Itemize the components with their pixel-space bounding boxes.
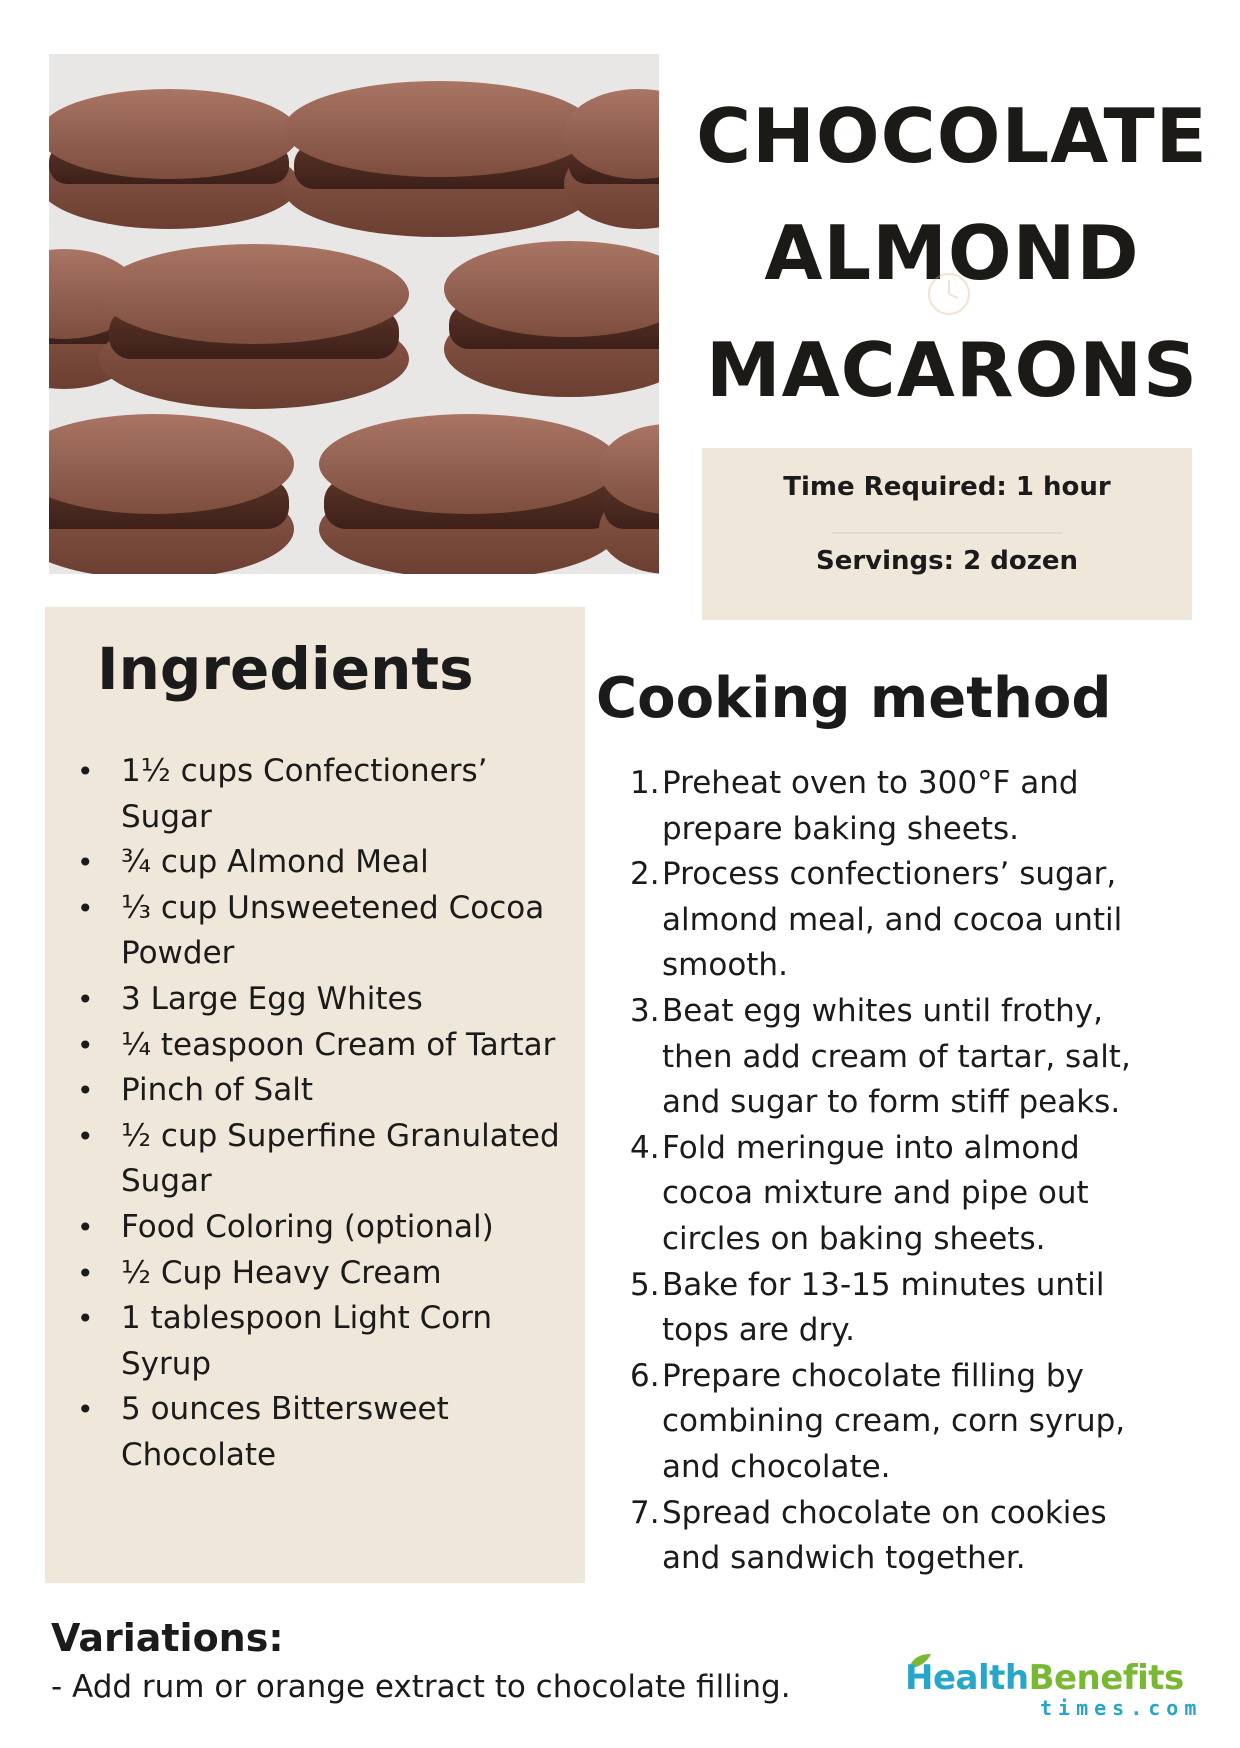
logo-subtext: times.com [1040,1696,1203,1720]
clock-icon [925,270,973,318]
method-step [620,1126,1220,1263]
bullet-icon: • [77,755,94,788]
step-text: Process confectioners’ sugar, almond meal, and cocoa until smooth. [662,856,1123,984]
ingredient-text: ½ cup Superfine Granulated Sugar [121,1117,560,1200]
bullet-icon: • [77,1393,94,1427]
bullet-icon: • [77,982,94,1016]
servings: Servings: 2 dozen [816,546,1078,576]
ingredient-item [45,840,585,886]
ingredient-item [45,1296,585,1387]
bullet-icon: • [77,1028,94,1062]
bullet-icon: • [77,1074,94,1108]
step-number: 2. [630,856,660,893]
bullet-icon: • [77,1119,94,1153]
logo-benefits-text: Benefits [1028,1658,1184,1698]
step-number: 3. [630,992,660,1029]
macaron [319,414,619,574]
ingredients-list [45,749,585,1479]
ingredient-text: 1 tablespoon Light Corn Syrup [121,1300,493,1382]
divider [832,532,1062,534]
method-heading: Cooking method [596,666,1112,731]
macaron [564,89,659,229]
ingredient-item [45,1023,585,1069]
ingredient-item [45,1068,585,1114]
ingredient-item [45,886,585,977]
macaron [49,414,294,574]
macaron [284,81,594,237]
step-text: Spread chocolate on cookies and sandwich together. [662,1494,1107,1577]
macarons-photo [49,54,659,574]
healthbenefits-logo [905,1658,1205,1728]
ingredient-text: 3 Large Egg Whites [121,980,423,1017]
ingredient-text: Food Coloring (optional) [121,1208,494,1245]
macaron [49,89,299,229]
title-line: CHOCOLATE [696,92,1208,180]
step-number: 5. [630,1266,660,1303]
step-text: Beat egg whites until frothy, then add cream of tartar, salt, and sugar to form stiff peaks. [662,992,1131,1121]
logo-wordmark [905,1658,1184,1698]
method-step [620,1491,1220,1582]
title-line: ALMOND [764,209,1140,297]
step-number: 7. [630,1494,660,1531]
macaron [99,244,409,409]
recipe-title [682,78,1222,429]
bullet-icon: • [77,891,94,925]
ingredient-text: Pinch of Salt [121,1072,313,1109]
macarons-illustration [49,54,659,574]
ingredient-item [45,1251,585,1297]
title-line: MACARONS [705,326,1199,414]
step-number: 1. [630,765,660,801]
method-step [620,1354,1220,1491]
ingredient-item [45,1114,585,1205]
ingredient-text: ¾ cup Almond Meal [121,844,429,881]
step-text: Fold meringue into almond cocoa mixture and pipe out circles on baking sheets. [662,1129,1089,1257]
ingredient-text: 1½ cups Confectioners’ Sugar [121,753,488,835]
step-text: Prepare chocolate filling by combining cream, corn syrup, and chocolate. [662,1357,1126,1485]
time-required: Time Required: 1 hour [783,472,1111,502]
ingredient-text: ⅓ cup Unsweetened Cocoa Powder [121,889,545,972]
recipe-info-box [702,448,1192,620]
step-number: 4. [630,1129,660,1166]
ingredient-text: 5 ounces Bittersweet Chocolate [121,1391,449,1473]
ingredient-item [45,749,585,840]
method-step [620,1263,1220,1354]
method-steps-list [620,761,1220,1582]
method-step [620,761,1220,852]
ingredient-text: ¼ teaspoon Cream of Tartar [121,1026,556,1063]
bullet-icon: • [77,1256,94,1290]
step-text: Bake for 13-15 minutes until tops are dry. [662,1266,1105,1349]
bullet-icon: • [77,846,94,880]
ingredient-item [45,1205,585,1251]
logo-health-text: Health [905,1658,1029,1698]
method-step [620,852,1220,989]
bullet-icon: • [77,1210,94,1244]
step-text: Preheat oven to 300°F and prepare baking sheets. [662,765,1079,847]
ingredients-panel [45,607,585,1583]
variations-heading: Variations: [51,1616,284,1660]
ingredients-heading: Ingredients [97,635,474,703]
method-step [620,989,1220,1126]
ingredient-item [45,1387,585,1478]
macaron [444,241,659,397]
bullet-icon: • [77,1302,94,1336]
ingredient-text: ½ Cup Heavy Cream [121,1254,442,1291]
step-number: 6. [630,1357,660,1394]
variations-text: - Add rum or orange extract to chocolate filling. [51,1669,791,1705]
ingredient-item [45,977,585,1023]
